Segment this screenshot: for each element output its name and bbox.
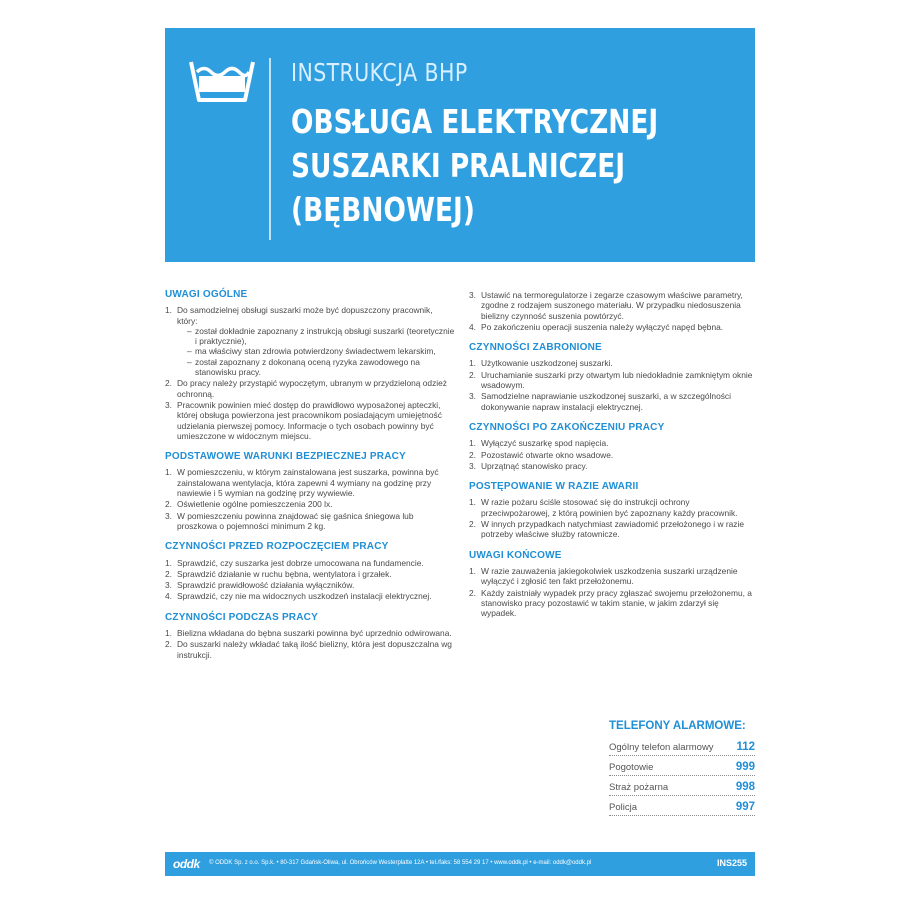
list-item: 1. Sprawdzić, czy suszarka jest dobrze umocowana na fundamencie. [165,557,424,568]
section-emergency [469,482,755,539]
list-item: 1. W pomieszczeniu, w którym zainstalowana jest suszarka, powinna być zainstalowana wentylacja, która zapewni 4 wymiany na godzinę przy nawiewie i 5 wymian na godzinę przy wywiewie. [165,467,439,499]
document-type: INSTRUKCJA BHP [291,58,468,87]
phone-row [609,756,755,776]
header-banner [165,28,755,262]
section-title: CZYNNOŚCI PODCZAS PRACY [165,611,318,623]
list-item: 1. Użytkowanie uszkodzonej suszarki. [469,358,613,369]
washing-tub-icon [187,56,257,104]
list-item: 4. Po zakończeniu operacji suszenia należy wyłączyć napęd bębna. [469,321,724,332]
sub-item: – został zapoznany z dokonaną oceną ryzyka zawodowego na stanowisku pracy. [177,357,455,378]
section-general-notes [165,290,455,441]
phone-number: 999 [735,761,755,773]
section-title: UWAGI OGÓLNE [165,289,248,300]
list-item: 3. Samodzielne naprawianie uszkodzonej suszarki, a w szczególności dokonywanie napraw instalacji elektrycznej. [469,391,731,412]
list-item: 2. Oświetlenie ogólne pomieszczenia 200 lx. [165,499,333,510]
sub-item: – ma właściwy stan zdrowia potwierdzony świadectwem lekarskim, [177,346,455,356]
left-column [165,290,455,671]
publisher-address: © ODDK Sp. z o.o. Sp.k. • 80-317 Gdańsk-Oliwa, ul. Obrońców Westerplatte 12A • tel./faks: 58 554 29 17 • www.oddk.pl • e-mail: oddk@oddk.pl [209,860,592,866]
section-before-work [165,542,455,601]
right-column [469,290,755,629]
phone-number: 112 [736,741,755,753]
phone-row [609,796,755,816]
phone-label: Pogotowie [609,762,654,773]
footer-bar [165,852,755,876]
sub-item: – został dokładnie zapoznany z instrukcją obsługi suszarki (teoretycznie i praktycznie), [177,326,455,347]
phones-title: TELEFONY ALARMOWE: [609,720,746,732]
emergency-phones [609,720,755,816]
instruction-sheet [165,28,755,878]
list-item: 1. W razie zauważenia jakiegokolwiek uszkodzenia suszarki urządzenie wyłączyć i zgłosić ten fakt przełożonemu. [469,565,738,587]
list-item: 2. Do suszarki należy wkładać taką ilość bielizny, która jest dopuszczalna wg instrukcji. [165,639,452,660]
list-item: 2. Uruchamianie suszarki przy otwartym lub niedokładnie zamkniętym oknie wsadowym. [469,369,753,391]
list-item: 4. Sprawdzić, czy nie ma widocznych uszkodzeń instalacji elektrycznej. [165,591,432,602]
document-code: INS255 [716,858,747,868]
list-item: 3. Ustawić na termoregulatorze i zegarze czasowym właściwe parametry, zgodne z rodzajem suszonego materiału. W przypadku niedosuszenia bielizny czynność suszenia powtórzyć. [469,290,743,321]
list-item: 3. W pomieszczeniu powinna znajdować się gaśnica śniegowa lub proszkowa o pojemności minimum 2 kg. [165,510,414,531]
section-prohibited [469,343,755,412]
section-final-notes [469,551,755,619]
section-during-work-continued [469,290,755,332]
list-item: 1. Do samodzielnej obsługi suszarki może być dopuszczony pracownik, który: – został dokładnie zapoznany z instrukcją obsługi suszarki (teoretycznie i praktycznie), – ma właściwy stan zdrowia potwierdzony świadectwem lekarskim, – został zapoznany z dokonaną oceną ryzyka zawodowego na stanowisku pracy. [165,305,455,377]
section-title: POSTĘPOWANIE W RAZIE AWARII [469,481,639,493]
list-item: 2. W innych przypadkach natychmiast zawiadomić przełożonego i w razie potrzeby właściwe służby ratownicze. [469,519,744,540]
list-item: 2. Pozostawić otwarte okno wsadowe. [469,449,614,460]
section-safe-work-conditions [165,452,455,531]
section-after-work [469,423,755,471]
document-title [291,100,658,232]
list-item: 3. Sprawdzić prawidłowość działania wyłączników. [165,580,355,591]
phone-number: 997 [735,801,755,813]
phone-label: Policja [609,802,637,813]
section-title: PODSTAWOWE WARUNKI BEZPIECZNEJ PRACY [165,451,406,463]
publisher-logo: oddk [173,857,200,871]
phone-row [609,776,755,796]
title-line: OBSŁUGA ELEKTRYCZNEJ [291,102,659,141]
section-title: CZYNNOŚCI PO ZAKOŃCZENIU PRACY [469,421,665,433]
list-item: 2. Do pracy należy przystąpić wypoczętym, ubranym w przydzieloną odzież ochronną. [165,378,447,399]
list-item: 2. Sprawdzić działanie w ruchu bębna, wentylatora i grzałek. [165,568,392,579]
phone-label: Straż pożarna [609,782,669,793]
list-item: 3. Pracownik powinien mieć dostęp do prawidłowo wyposażonej apteczki, której obsługa powierzona jest pracownikom posiadającym umiejętność udzielania pierwszej pomocy. Informacje o tych osobach powinny być umieszczone w widocznym miejscu. [165,399,442,441]
list-item: 3. Uprzątnąć stanowisko pracy. [469,460,588,471]
title-line: (BĘBNOWEJ) [291,190,475,229]
section-title: CZYNNOŚCI PRZED ROZPOCZĘCIEM PRACY [165,541,389,553]
phone-number: 998 [735,781,755,793]
list-item: 1. Bielizna wkładana do bębna suszarki powinna być uprzednio odwirowana. [165,628,452,639]
phone-row [609,736,755,756]
phone-label: Ogólny telefon alarmowy [609,742,714,753]
section-title: UWAGI KOŃCOWE [469,549,562,561]
title-line: SUSZARKI PRALNICZEJ [291,146,626,185]
section-during-work [165,613,455,660]
section-title: CZYNNOŚCI ZABRONIONE [469,342,602,354]
list-item: 2. Każdy zaistniały wypadek przy pracy zgłaszać swojemu przełożonemu, a stanowisko pracy pozostawić w takim stanie, w jakim zdarzył się wypadek. [469,587,752,619]
list-item: 1. Wyłączyć suszarkę spod napięcia. [469,438,609,449]
header-divider [269,58,271,240]
list-item: 1. W razie pożaru ściśle stosować się do instrukcji ochrony przeciwpożarowej, z którą powinien być zapoznany każdy pracownik. [469,497,738,518]
